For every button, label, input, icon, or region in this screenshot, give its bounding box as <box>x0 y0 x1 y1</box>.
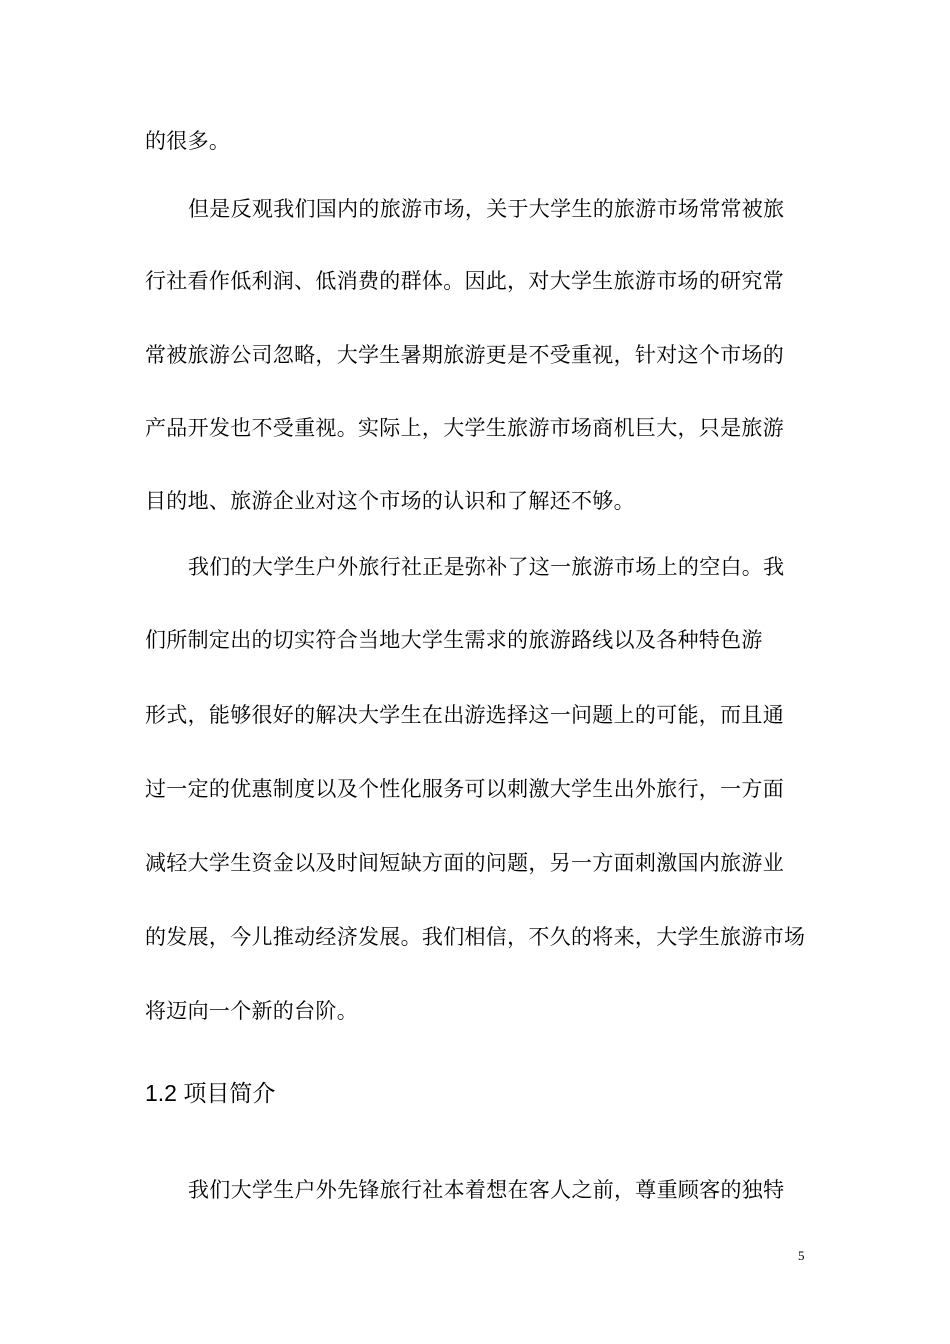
paragraph-line: 我们的大学生户外旅行社正是弥补了这一旅游市场上的空白。我 <box>188 555 785 579</box>
paragraph-line: 的很多。 <box>145 129 231 153</box>
paragraph-line: 们所制定出的切实符合当地大学生需求的旅游路线以及各种特色游 <box>145 628 763 652</box>
paragraph-line: 形式，能够很好的解决大学生在出游选择这一问题上的可能，而且通 <box>145 703 784 727</box>
paragraph-line: 行社看作低利润、低消费的群体。因此，对大学生旅游市场的研究常 <box>145 269 784 293</box>
paragraph-line: 但是反观我们国内的旅游市场，关于大学生的旅游市场常常被旅 <box>188 197 785 221</box>
paragraph-line: 目的地、旅游企业对这个市场的认识和了解还不够。 <box>145 489 635 513</box>
paragraph-line: 将迈向一个新的台阶。 <box>145 999 358 1023</box>
page-number: 5 <box>798 1248 805 1263</box>
paragraph-line: 的发展，今儿推动经济发展。我们相信，不久的将来，大学生旅游市场 <box>145 925 806 949</box>
paragraph-line: 常被旅游公司忽略，大学生暑期旅游更是不受重视，针对这个市场的 <box>145 343 784 367</box>
section-heading: 1.2 项目简介 <box>145 1080 276 1106</box>
paragraph-line: 过一定的优惠制度以及个性化服务可以刺激大学生出外旅行，一方面 <box>145 777 784 801</box>
paragraph-line: 产品开发也不受重视。实际上，大学生旅游市场商机巨大，只是旅游 <box>145 416 784 440</box>
paragraph-line: 减轻大学生资金以及时间短缺方面的问题，另一方面刺激国内旅游业 <box>145 851 784 875</box>
paragraph-line: 我们大学生户外先锋旅行社本着想在客人之前，尊重顾客的独特 <box>188 1178 785 1202</box>
